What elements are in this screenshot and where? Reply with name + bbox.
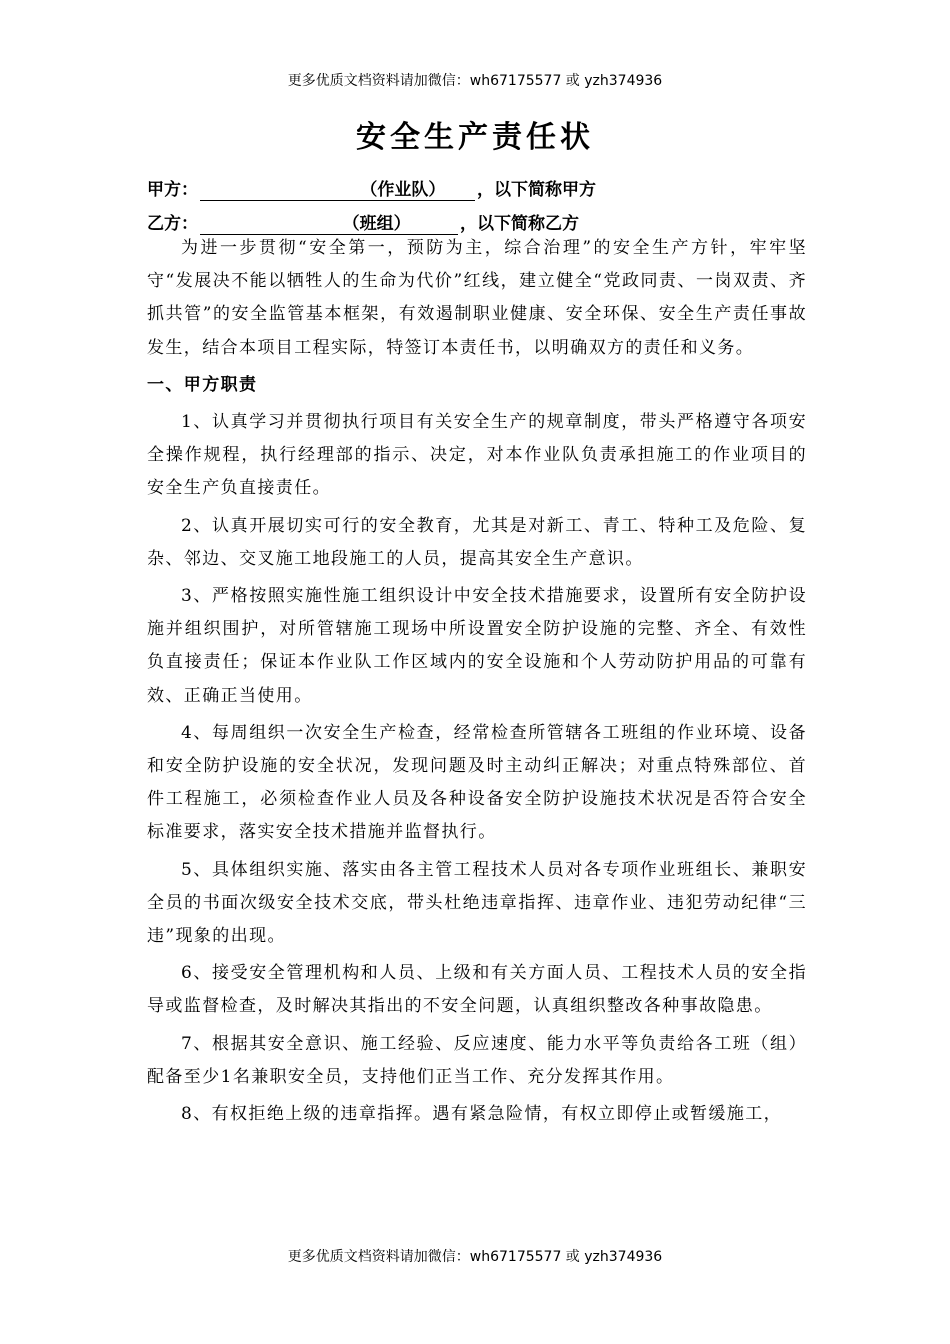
duty-item: 1、认真学习并贯彻执行项目有关安全生产的规章制度，带头严格遵守各项安全操作规程，执行经理部的指示、决定，对本作业队负责承担施工的作业项目的安全生产负直接责任。 bbox=[147, 412, 807, 499]
document-title: 安全生产责任状 bbox=[356, 120, 594, 155]
duty-item: 7、根据其安全意识、施工经验、反应速度、能力水平等负责给各工班（组）配备至少1名兼职安全员，支持他们正当工作、充分发挥其作用。 bbox=[147, 1033, 807, 1087]
footer-note: 更多优质文档资料请加微信：wh67175577 或 yzh374936 bbox=[287, 1249, 663, 1265]
intro-paragraph: 为进一步贯彻“安全第一，预防为主，综合治理”的安全生产方针，牢牢坚守“发展决不能以牺牲人的生命为代价”红线，建立健全“党政同责、一岗双责、齐抓共管”的安全监管基本框架，有效遏制职业健康、安全环保、安全生产责任事故发生，结合本项目工程实际，特签订本责任书，以明确双方的责任和义务。 bbox=[147, 238, 807, 358]
party-b-blank-text: （班组） bbox=[342, 214, 411, 234]
party-a-blank bbox=[200, 175, 475, 201]
party-a-suffix: ，以下简称甲方 bbox=[477, 180, 596, 200]
duty-item: 2、认真开展切实可行的安全教育，尤其是对新工、青工、特种工及危险、复杂、邻边、交叉施工地段施工的人员，提高其安全生产意识。 bbox=[147, 515, 807, 569]
party-a-line bbox=[147, 175, 596, 201]
party-a-label: 甲方： bbox=[147, 180, 198, 200]
duty-item: 6、接受安全管理机构和人员、上级和有关方面人员、工程技术人员的安全指导或监督检查，及时解决其指出的不安全问题，认真组织整改各种事故隐患。 bbox=[147, 963, 807, 1017]
party-b-suffix: ，以下简称乙方 bbox=[460, 214, 579, 234]
duty-item: 4、每周组织一次安全生产检查，经常检查所管辖各工班组的作业环境、设备和安全防护设施的安全状况，发现问题及时主动纠正解决；对重点特殊部位、首件工程施工，必须检查作业人员及各种设备安全防护设施技术状况是否符合安全标准要求，落实安全技术措施并监督执行。 bbox=[147, 722, 807, 843]
duty-item: 5、具体组织实施、落实由各主管工程技术人员对各专项作业班组长、兼职安全员的书面次级安全技术交底，带头杜绝违章指挥、违章作业、违犯劳动纪律“三违”现象的出现。 bbox=[147, 859, 807, 947]
party-a-blank-text: （作业队） bbox=[360, 180, 446, 200]
duty-item: 3、严格按照实施性施工组织设计中安全技术措施要求，设置所有安全防护设施并组织围护，对所管辖施工现场中所设置安全防护设施的完整、齐全、有效性负直接责任；保证本作业队工作区域内的安全设施和个人劳动防护用品的可靠有效、正确正当使用。 bbox=[147, 586, 807, 706]
header-note: 更多优质文档资料请加微信：wh67175577 或 yzh374936 bbox=[287, 73, 663, 89]
party-b-label: 乙方： bbox=[147, 214, 198, 234]
document-body bbox=[147, 232, 807, 1135]
section-heading: 一、甲方职责 bbox=[147, 374, 258, 395]
duty-item: 8、有权拒绝上级的违章指挥。遇有紧急险情，有权立即停止或暂缓施工， bbox=[181, 1104, 783, 1125]
